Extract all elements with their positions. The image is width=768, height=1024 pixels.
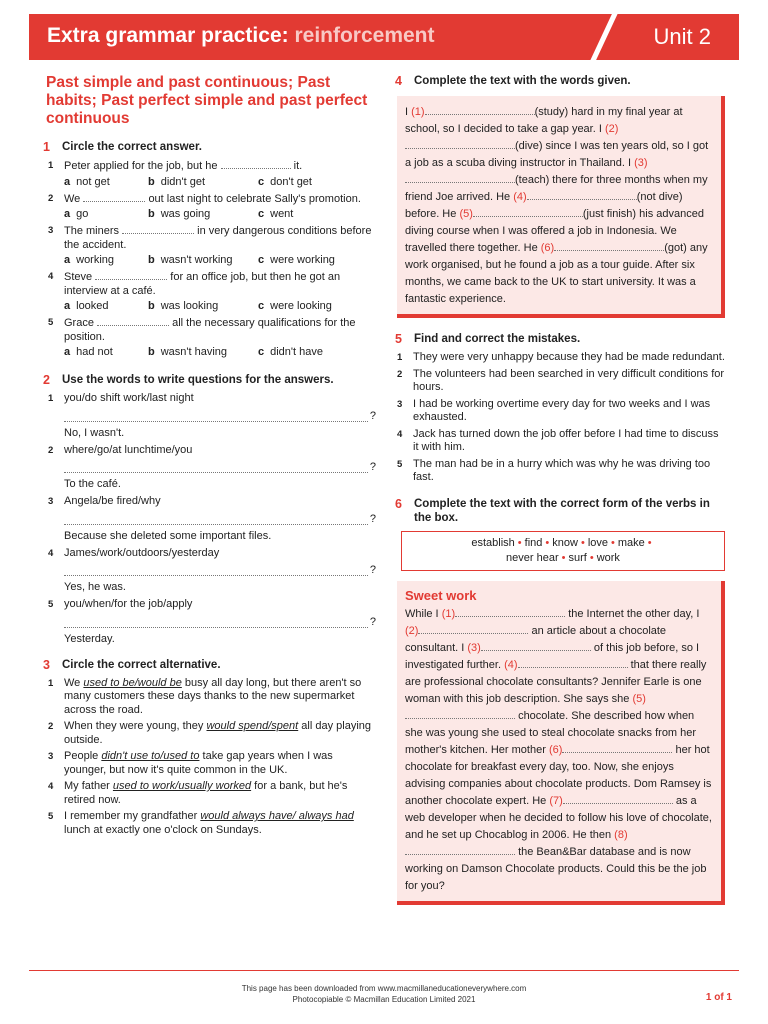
page-footer [0, 983, 768, 1005]
item-number: 3 [48, 225, 54, 236]
exercise-item [46, 192, 376, 222]
answer-blank[interactable] [562, 743, 672, 753]
given-answer: Because she deleted some important files. [64, 529, 272, 542]
question-prompt: where/go/at lunchtime/you [64, 443, 193, 456]
exercise-instruction: Complete the text with the words given. [414, 75, 631, 87]
option-b[interactable]: b was going [148, 208, 211, 220]
header-title [47, 24, 435, 48]
exercise-item: 5 I remember my grandfather would always have/ always had lunch at exactly one o'clock on Sundays. [48, 810, 354, 836]
question-prompt: James/work/outdoors/yesterday [64, 546, 220, 559]
item-text: out last night to celebrate Sally's promotion. [148, 192, 361, 205]
option-b[interactable]: b wasn't working [148, 254, 233, 266]
exercise-instruction: Use the words to write questions for the answers. [62, 374, 334, 386]
answer-blank[interactable] [405, 709, 515, 719]
exercise-5-items [395, 351, 725, 485]
option-c[interactable]: c didn't have [258, 346, 323, 358]
exercise-2-items [46, 392, 376, 646]
item-number: 5 [48, 317, 54, 328]
answer-options [64, 207, 376, 221]
gap-number: (8) [614, 828, 628, 841]
question-prompt: you/do shift work/last night [64, 392, 194, 404]
alternative-choice[interactable]: didn't use to/used to [101, 750, 200, 762]
gap-number: (4) [513, 191, 527, 203]
answer-options [64, 253, 376, 267]
answer-blank[interactable] [405, 139, 515, 149]
answer-line[interactable]: ? [64, 560, 376, 576]
exercise-4-heading [395, 74, 725, 88]
word-option: establish [471, 536, 515, 549]
question-prompt: you/when/for the job/apply [64, 598, 193, 610]
exercise-item [46, 316, 376, 359]
exercise-5-heading [395, 332, 725, 346]
option-a[interactable]: a had not [64, 346, 113, 358]
exercise-number: 5 [395, 332, 402, 346]
gap-number: (7) [549, 794, 563, 807]
gap-number: (5) [459, 208, 473, 220]
option-a[interactable]: a looked [64, 300, 109, 312]
exercise-instruction: Circle the correct alternative. [62, 658, 221, 671]
answer-line[interactable]: ? [64, 509, 376, 525]
answer-blank[interactable] [405, 845, 515, 855]
item-text: for an office job, but then he got an interview at a café. [64, 271, 341, 297]
word-box: establish • find • know • love • make • never hear • surf • work [401, 531, 725, 571]
header-title-main: Extra grammar practice: [47, 24, 289, 47]
answer-blank[interactable] [83, 192, 145, 202]
item-number: 4 [48, 547, 54, 559]
exercise-6-heading [395, 497, 725, 525]
question-prompt: Angela/be fired/why [64, 495, 161, 507]
item-number: 1 [48, 393, 54, 404]
exercise-1-items [46, 159, 376, 359]
exercise-number: 4 [395, 74, 402, 88]
answer-blank[interactable] [518, 658, 628, 668]
sweet-work-text-box: Sweet work While I (1) the Internet the other day, I (2) an article about a chocolate consultant. I (3) of this job before, so I investigated further. (4) that there really are professional chocolate consultants? Jennifer Earle is one woman with this job description. She says she (5) chocolate. She described how when she was young she used to steal chocolate snacks from her mother's kitchen. Her mother (6) her hot chocolate for breakfast every day, too. Now, she enjoys advising companies about chocolate products. Dom Ramsey is another chocolate expert. He (7) as a web developer when he decided to follow his love of chocolate, and he set up Chocablog in 2006. He then (8) the Bean&Bar database and is now working on Damson Chocolate products. Could this be the job for you? [397, 581, 725, 905]
exercise-item: 1 They were very unhappy because they had be made redundant. [397, 351, 725, 363]
exercise-item: 3 I had be working overtime every day for two weeks and I was exhausted. [397, 397, 711, 423]
item-number: 2 [48, 444, 54, 456]
item-text: The miners [64, 225, 120, 237]
text-title: Sweet work [405, 587, 477, 603]
answer-blank[interactable] [563, 794, 673, 804]
option-c[interactable]: c don't get [258, 175, 312, 188]
word-option: surf [568, 551, 587, 564]
item-text: in very dangerous conditions before the accident. [64, 225, 372, 251]
answer-options [64, 175, 376, 189]
gap-number: (2) [405, 624, 419, 637]
option-a[interactable]: a go [64, 208, 89, 220]
item-text: Steve [64, 271, 93, 283]
given-answer: Yesterday. [64, 632, 115, 645]
answer-blank[interactable] [97, 316, 169, 326]
item-text: it. [293, 160, 303, 172]
question-item [46, 495, 376, 543]
page-number: 1 of 1 [705, 992, 732, 1003]
gap-number: (6) [548, 743, 563, 756]
given-answer: To the café. [64, 478, 121, 490]
answer-options [64, 345, 376, 359]
exercise-item [46, 270, 376, 313]
gap-number: (1) [441, 607, 456, 620]
item-number: 4 [48, 271, 54, 282]
answer-blank[interactable] [405, 173, 515, 183]
exercise-3-heading [43, 657, 376, 672]
footer-divider [29, 970, 739, 971]
alternative-choice[interactable]: used to work/usually worked [112, 780, 252, 792]
gap-number: (5) [632, 692, 646, 705]
question-item [46, 598, 376, 646]
item-text: all the necessary qualifications for the position. [64, 317, 356, 343]
gap-number: (2) [604, 123, 619, 135]
item-number: 3 [48, 751, 54, 762]
exercise-item: 4 Jack has turned down the job offer before I had time to discuss it with him. [397, 427, 719, 453]
header-title-accent: reinforcement [294, 24, 435, 47]
answer-line[interactable]: ? [64, 612, 376, 628]
option-a[interactable]: a working [64, 254, 115, 266]
answer-blank[interactable] [481, 641, 591, 651]
word-option: find [524, 536, 543, 549]
item-text: We [64, 192, 81, 205]
word-option: make [617, 536, 645, 549]
answer-blank[interactable] [425, 105, 535, 115]
unit-label: Unit 2 [653, 24, 711, 49]
exercise-item: 1 We used to be/would be busy all day long, but there aren't so many customers these days thanks to the new supermarket across the road. [48, 676, 362, 716]
gap-number: (3) [467, 641, 481, 654]
exercise-item: 2 When they were young, they would spend/spent all day playing outside. [48, 720, 371, 746]
exercise-instruction: Complete the text with the correct form of the verbs in the box. [414, 497, 710, 524]
answer-blank[interactable] [418, 624, 528, 634]
answer-line[interactable]: ? [64, 406, 376, 422]
gap-number: (1) [411, 106, 425, 118]
exercise-number: 3 [43, 657, 50, 672]
right-column [395, 74, 725, 905]
exercise-item: 4 My father used to work/usually worked for a bank, but he's retired now. [48, 780, 348, 806]
footer-copyright: Photocopiable © Macmillan Education Limited 2021 [292, 995, 476, 1004]
item-number: 1 [48, 677, 54, 689]
exercise-item [46, 224, 376, 267]
item-text: Grace [64, 317, 94, 329]
word-option: work [596, 551, 620, 564]
word-option: know [552, 536, 578, 549]
option-b[interactable]: b didn't get [148, 175, 206, 188]
option-b[interactable]: b wasn't having [148, 346, 228, 358]
item-number: 5 [48, 811, 54, 822]
answer-blank[interactable] [95, 270, 167, 280]
answer-blank[interactable] [455, 607, 565, 617]
exercise-2-heading [43, 373, 376, 387]
gap-fill-text-box: I (1) (study) hard in my final year at school, so I decided to take a gap year. I (2)(dive) since I was ten years old, so I got a job as a scuba diving instructor in Thailand. I (3)(teach) there for three months when my friend Joe arrived. He (4) (not dive) before. He (5) (just finish) his advanced diving course when I was offered a job in Indonesia. We travelled there together. He (6) (got) any work organised, but he found a job as a tour guide. After six months, we came back to the UK to start university. It was a fantastic experience. [397, 96, 725, 318]
section-title: Past simple and past continuous; Past habits; Past perfect simple and past perfect continuous [46, 74, 368, 127]
page-header [29, 14, 739, 60]
gap-number: (4) [504, 658, 518, 671]
option-a[interactable]: a not get [64, 175, 110, 188]
word-option: love [587, 536, 608, 549]
exercise-item: 3 People didn't use to/used to take gap years when I was younger, but now it's quite common in the UK. [48, 750, 333, 776]
item-number: 1 [48, 160, 54, 171]
answer-options [64, 299, 376, 313]
exercise-number: 1 [43, 140, 50, 154]
item-number: 3 [48, 496, 54, 507]
item-number: 2 [48, 721, 54, 732]
question-item [46, 392, 376, 440]
exercise-item: 2 The volunteers had been searched in very difficult conditions for hours. [397, 367, 725, 393]
exercise-number: 6 [395, 496, 402, 511]
answer-blank[interactable] [221, 159, 291, 169]
exercise-number: 2 [43, 373, 50, 387]
item-text: Peter applied for the job, but he [64, 160, 218, 172]
given-answer: Yes, he was. [64, 581, 126, 593]
footer-download-note: This page has been downloaded from www.macmillaneducationeverywhere.com [241, 984, 527, 993]
exercise-instruction: Find and correct the mistakes. [414, 333, 581, 345]
item-number: 5 [48, 599, 54, 610]
answer-blank[interactable] [122, 224, 194, 234]
given-answer: No, I wasn't. [64, 426, 125, 439]
alternative-choice[interactable]: would spend/spent [206, 720, 299, 732]
word-option: never hear [506, 551, 559, 564]
exercise-item: 5 The man had be in a hurry which was why he was driving too fast. [397, 457, 711, 483]
left-column [43, 74, 376, 840]
option-c[interactable]: c went [258, 208, 294, 220]
question-item [46, 444, 376, 492]
item-number: 2 [48, 192, 54, 204]
option-c[interactable]: c were working [258, 254, 335, 266]
answer-line[interactable]: ? [64, 457, 376, 473]
item-number: 4 [48, 781, 54, 792]
exercise-1-heading [43, 140, 376, 154]
option-c[interactable]: c were looking [258, 300, 332, 312]
gap-number: (6) [540, 242, 555, 254]
exercise-3-items [46, 677, 376, 838]
answer-blank[interactable] [554, 241, 664, 251]
question-item [46, 547, 376, 595]
exercise-instruction: Circle the correct answer. [62, 141, 202, 153]
alternative-choice[interactable]: used to be/would be [83, 676, 182, 689]
header-slash-divider [589, 14, 619, 60]
answer-blank[interactable] [527, 190, 637, 200]
gap-number: (3) [634, 157, 648, 169]
option-b[interactable]: b was looking [148, 300, 219, 312]
answer-blank[interactable] [473, 207, 583, 217]
alternative-choice[interactable]: would always have/ always had [200, 810, 354, 822]
exercise-item [46, 159, 376, 189]
